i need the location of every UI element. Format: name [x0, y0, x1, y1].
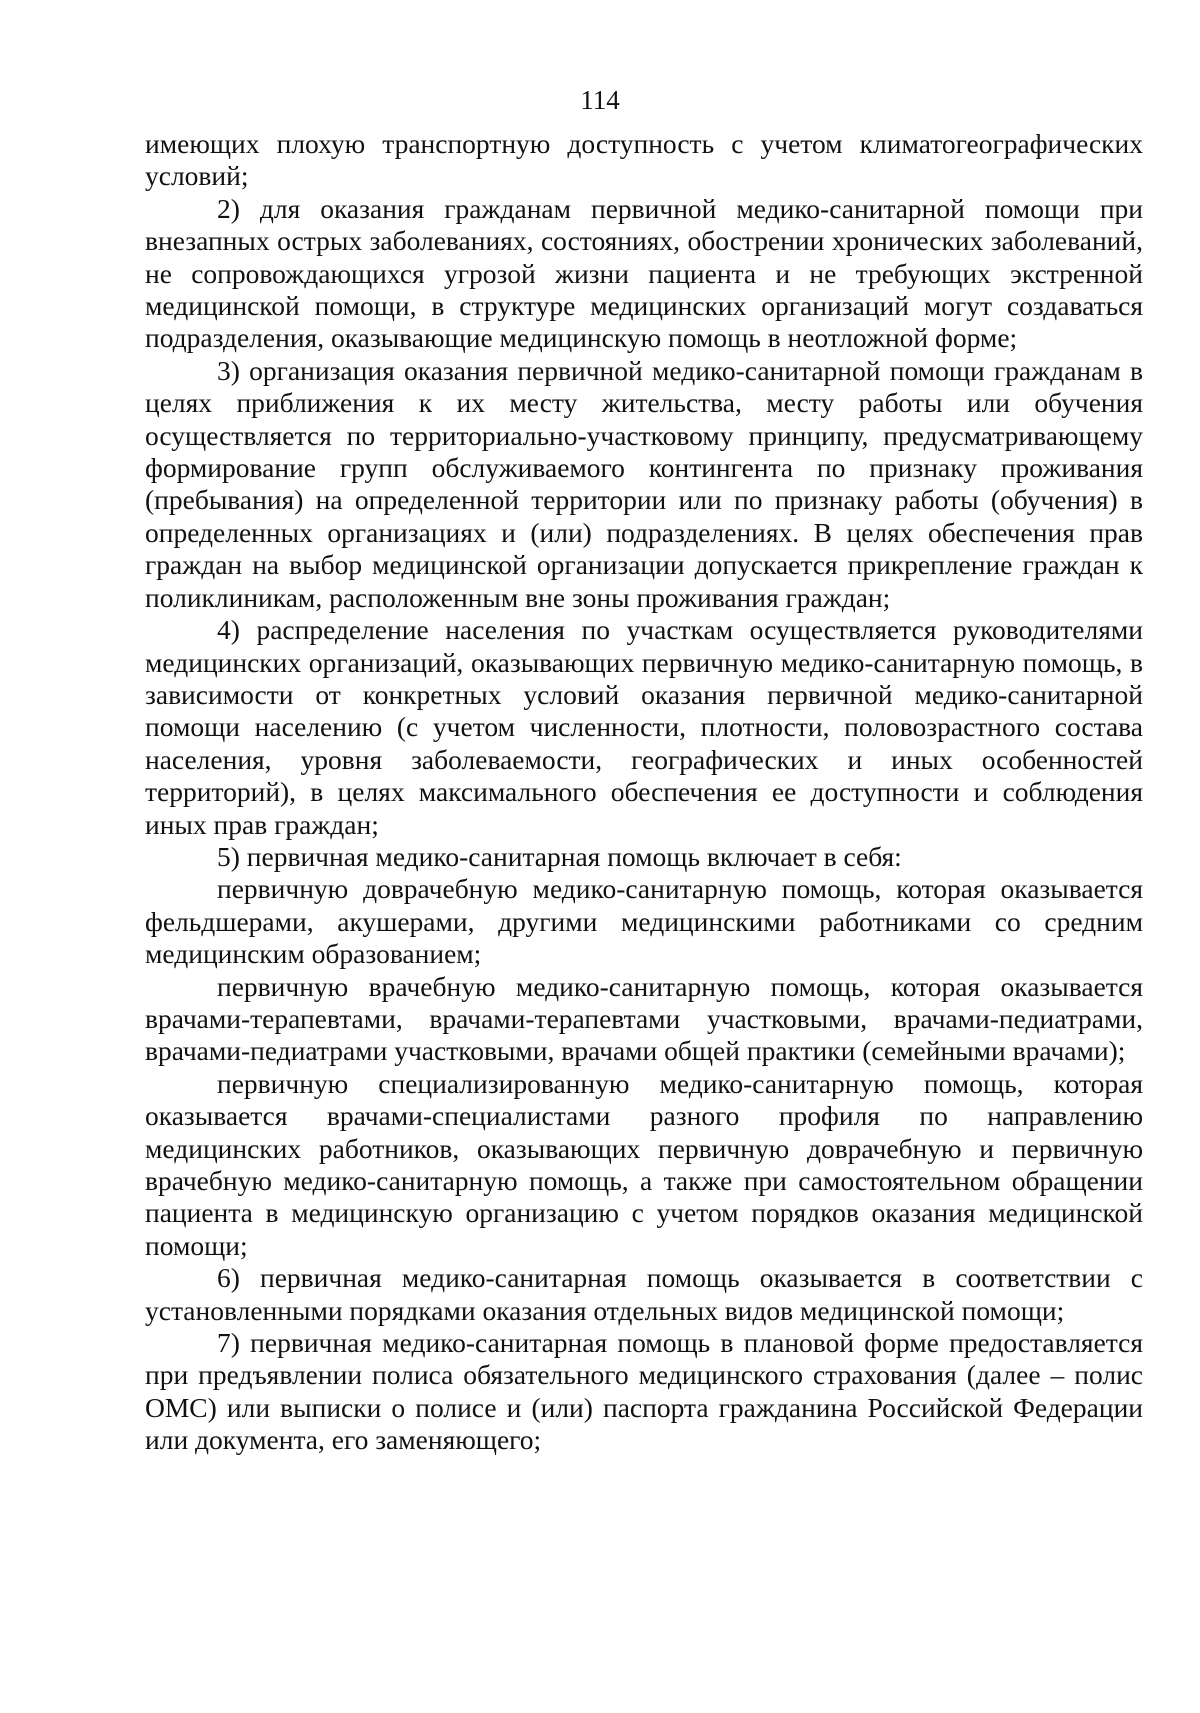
- paragraph-item-7: 7) первичная медико-санитарная помощь в плановой форме предоставляется при предъявлении полиса обязательного медицинского страхования (далее – полис ОМС) или выписки о полисе и (или) паспорта гражданина Российской Федерации или документа, его заменяющего;: [145, 1327, 1143, 1456]
- paragraph-item-2: 2) для оказания гражданам первичной медико-санитарной помощи при внезапных острых заболеваниях, состояниях, обострении хронических заболеваний, не сопровождающихся угрозой жизни пациента и не требующих экстренной медицинской помощи, в структуре медицинских организаций могут создаваться подразделения, оказывающие медицинскую помощь в неотложной форме;: [145, 192, 1143, 354]
- document-body: [145, 128, 1143, 1457]
- paragraph-item-5: 5) первичная медико-санитарная помощь включает в себя:: [217, 840, 902, 872]
- paragraph-subitem-physician: первичную врачебную медико-санитарную помощь, которая оказывается врачами-терапевтами, врачами-терапевтами участковыми, врачами-педиатрами, врачами-педиатрами участковыми, врачами общей практики (семейными врачами);: [145, 970, 1143, 1067]
- paragraph-continuation: имеющих плохую транспортную доступность с учетом климатогеографических условий;: [145, 128, 1143, 192]
- paragraph-item-3: 3) организация оказания первичной медико-санитарной помощи гражданам в целях приближения к их месту жительства, месту работы или обучения осуществляется по территориально-участковому принципу, предусматривающему формирование групп обслуживаемого контингента по признаку проживания (пребывания) на определенной территории или по признаку работы (обучения) в определенных организациях и (или) подразделениях. В целях обеспечения прав граждан на выбор медицинской организации допускается прикрепление граждан к поликлиникам, расположенным вне зоны проживания граждан;: [145, 354, 1143, 613]
- paragraph-item-6: 6) первичная медико-санитарная помощь оказывается в соответствии с установленными порядками оказания отдельных видов медицинской помощи;: [145, 1262, 1143, 1326]
- paragraph-subitem-specialized: первичную специализированную медико-санитарную помощь, которая оказывается врачами-специалистами разного профиля по направлению медицинских работников, оказывающих первичную доврачебную и первичную врачебную медико-санитарную помощь, а также при самостоятельном обращении пациента в медицинскую организацию с учетом порядков оказания медицинской помощи;: [145, 1067, 1143, 1261]
- page-number: 114: [580, 85, 620, 115]
- paragraph-item-4: 4) распределение населения по участкам осуществляется руководителями медицинских организаций, оказывающих первичную медико-санитарную помощь, в зависимости от конкретных условий оказания первичной медико-санитарной помощи населению (с учетом численности, плотности, половозрастного состава населения, уровня заболеваемости, географических и иных особенностей территорий), в целях максимального обеспечения ее доступности и соблюдения иных прав граждан;: [145, 614, 1143, 840]
- paragraph-subitem-prehospital: первичную доврачебную медико-санитарную помощь, которая оказывается фельдшерами, акушерами, другими медицинскими работниками со средним медицинским образованием;: [145, 873, 1143, 970]
